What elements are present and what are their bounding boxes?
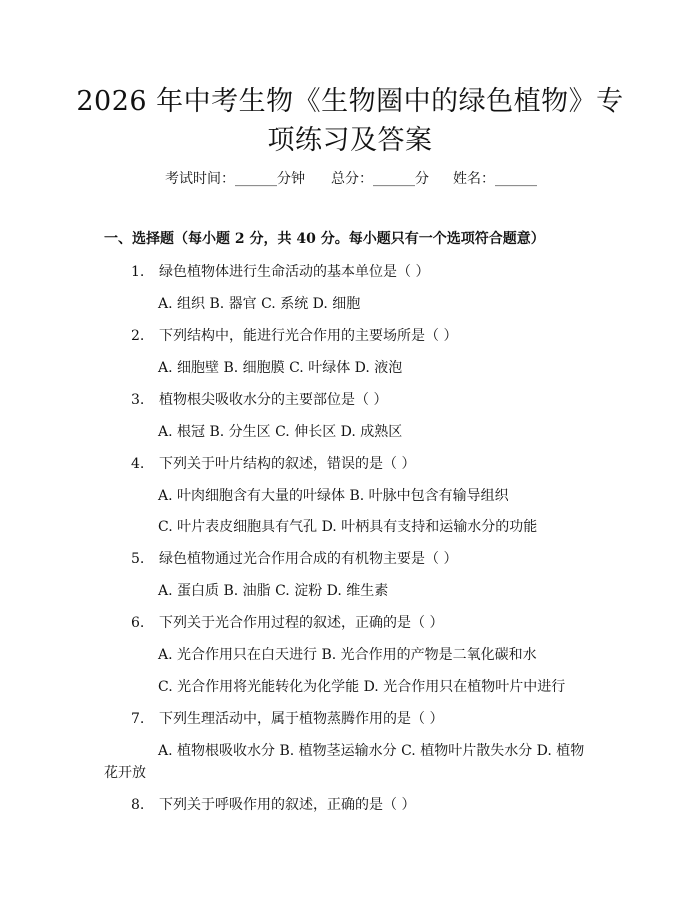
question-number: 2. xyxy=(131,328,145,344)
question-text: 下列结构中，能进行光合作用的主要场所是（ ） xyxy=(159,328,458,344)
document-title-line1: 2026 年中考生物《生物圈中的绿色植物》专 xyxy=(76,86,624,117)
question-number: 3. xyxy=(131,392,145,408)
option-line: A. 蛋白质 B. 油脂 C. 淀粉 D. 维生素 xyxy=(158,583,389,599)
question-number: 8. xyxy=(131,797,145,813)
total-score-field: 总分：______分 xyxy=(331,171,429,187)
exam-time-field: 考试时间：______分钟 xyxy=(165,171,305,187)
option-line: A. 组织 B. 器官 C. 系统 D. 细胞 xyxy=(158,296,361,312)
option-line: A. 植物根吸收水分 B. 植物茎运输水分 C. 植物叶片散失水分 D. 植物 xyxy=(158,743,585,759)
question-text: 下列关于光合作用过程的叙述，正确的是（ ） xyxy=(159,615,444,631)
question-text: 绿色植物通过光合作用合成的有机物主要是（ ） xyxy=(159,551,458,567)
option-line: A. 根冠 B. 分生区 C. 伸长区 D. 成熟区 xyxy=(158,424,403,440)
option-line: C. 光合作用将光能转化为化学能 D. 光合作用只在植物叶片中进行 xyxy=(158,679,566,695)
question-number: 4. xyxy=(131,456,145,472)
question-number: 1. xyxy=(131,264,145,280)
question-number: 5. xyxy=(131,551,145,567)
question-text: 下列生理活动中，属于植物蒸腾作用的是（ ） xyxy=(159,711,444,727)
option-line-wrap: 花开放 xyxy=(104,765,146,781)
question-number: 7. xyxy=(131,711,145,727)
student-name-field: 姓名：______ xyxy=(453,171,537,187)
option-line: A. 叶肉细胞含有大量的叶绿体 B. 叶脉中包含有输导组织 xyxy=(158,488,509,504)
option-line: C. 叶片表皮细胞具有气孔 D. 叶柄具有支持和运输水分的功能 xyxy=(158,519,538,535)
document-title-line2: 项练习及答案 xyxy=(267,125,433,156)
question-text: 植物根尖吸收水分的主要部位是（ ） xyxy=(159,392,388,408)
question-text: 下列关于叶片结构的叙述，错误的是（ ） xyxy=(159,456,416,472)
option-line: A. 细胞壁 B. 细胞膜 C. 叶绿体 D. 液泡 xyxy=(158,360,403,376)
question-text: 下列关于呼吸作用的叙述，正确的是（ ） xyxy=(159,797,416,813)
section-heading-choice: 一、选择题（每小题 2 分，共 40 分。每小题只有一个选项符合题意） xyxy=(104,231,545,247)
question-text: 绿色植物体进行生命活动的基本单位是（ ） xyxy=(159,264,430,280)
option-line: A. 光合作用只在白天进行 B. 光合作用的产物是二氧化碳和水 xyxy=(158,647,537,663)
question-number: 6. xyxy=(131,615,145,631)
